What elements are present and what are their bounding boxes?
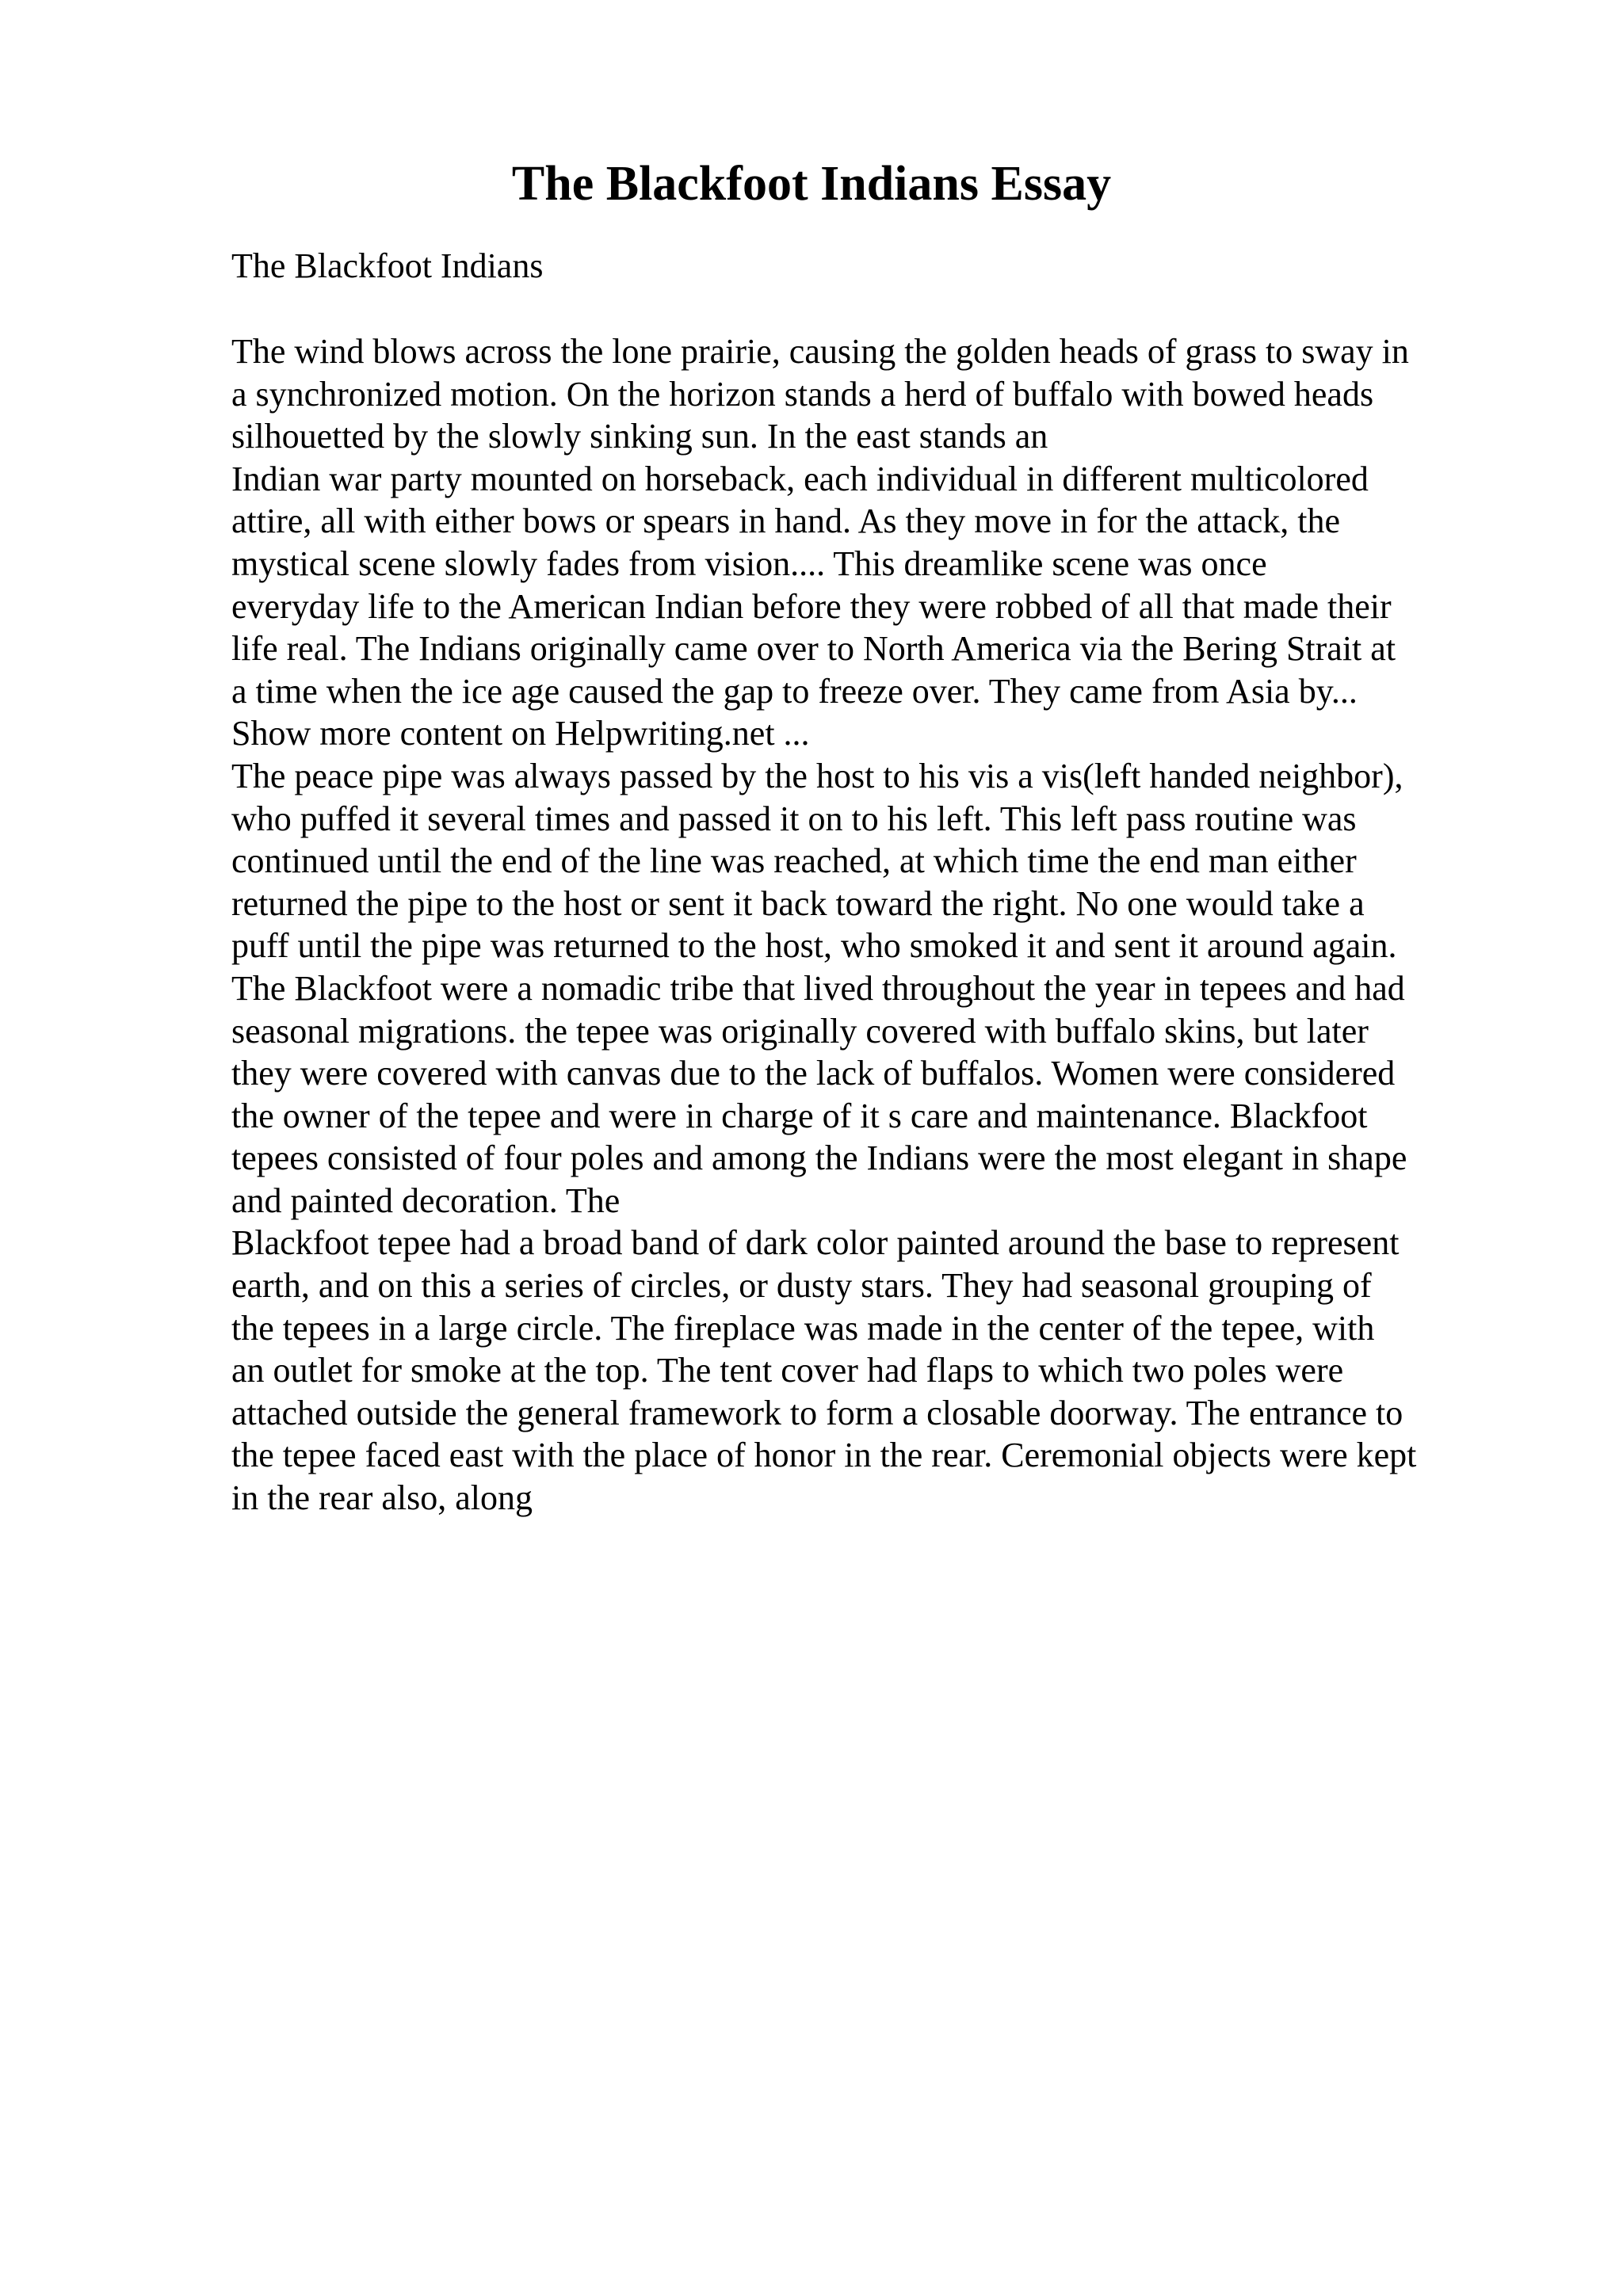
body-line: the tepees in a large circle. The fireplace was made in the center of the tepee, with <box>231 1308 1375 1348</box>
body-line: puff until the pipe was returned to the host, who smoked it and sent it around again. <box>231 926 1397 966</box>
show-more-line: Show more content on Helpwriting.net ... <box>231 714 810 753</box>
body-line: seasonal migrations. the tepee was originally covered with buffalo skins, but later <box>231 1011 1369 1051</box>
body-line: mystical scene slowly fades from vision.... This dreamlike scene was once <box>231 543 1267 583</box>
body-line: tepees consisted of four poles and among the Indians were the most elegant in shape <box>231 1138 1407 1178</box>
body-line: The wind blows across the lone prairie, causing the golden heads of grass to sway in <box>231 332 1409 371</box>
document-subtitle: The Blackfoot Indians <box>231 246 544 285</box>
body-line: who puffed it several times and passed it on to his left. This left pass routine was <box>231 799 1357 838</box>
body-line: continued until the end of the line was reached, at which time the end man either <box>231 841 1357 881</box>
body-line: the tepee faced east with the place of honor in the rear. Ceremonial objects were kept <box>231 1436 1417 1475</box>
body-line: attire, all with either bows or spears in hand. As they move in for the attack, the <box>231 502 1341 541</box>
body-line: an outlet for smoke at the top. The tent cover had flaps to which two poles were <box>231 1351 1344 1390</box>
body-line: Blackfoot tepee had a broad band of dark color painted around the base to represent <box>231 1223 1400 1263</box>
body-line: The peace pipe was always passed by the host to his vis a vis(left handed neighbor), <box>231 756 1403 795</box>
body-line: and painted decoration. The <box>231 1180 621 1220</box>
body-line: in the rear also, along <box>231 1478 533 1518</box>
body-line: attached outside the general framework to form a closable doorway. The entrance to <box>231 1393 1403 1432</box>
body-line: earth, and on this a series of circles, or dusty stars. They had seasonal grouping of <box>231 1266 1372 1306</box>
body-line: The Blackfoot were a nomadic tribe that lived throughout the year in tepees and had <box>231 968 1405 1008</box>
body-line: everyday life to the American Indian before they were robbed of all that made their <box>231 586 1392 626</box>
body-line: Indian war party mounted on horseback, each individual in different multicolored <box>231 459 1369 498</box>
body-line: silhouetted by the slowly sinking sun. In the east stands an <box>231 417 1048 456</box>
body-line: the owner of the tepee and were in charge of it s care and maintenance. Blackfoot <box>231 1096 1368 1135</box>
document-body <box>231 330 1515 1520</box>
body-line: a synchronized motion. On the horizon stands a herd of buffalo with bowed heads <box>231 374 1374 414</box>
body-line: they were covered with canvas due to the lack of buffalos. Women were considered <box>231 1054 1396 1093</box>
body-line: returned the pipe to the host or sent it back toward the right. No one would take a <box>231 883 1365 923</box>
body-line: a time when the ice age caused the gap to freeze over. They came from Asia by... <box>231 671 1358 711</box>
body-line: life real. The Indians originally came over to North America via the Bering Strait at <box>231 629 1396 669</box>
document-title: The Blackfoot Indians Essay <box>511 157 1112 211</box>
